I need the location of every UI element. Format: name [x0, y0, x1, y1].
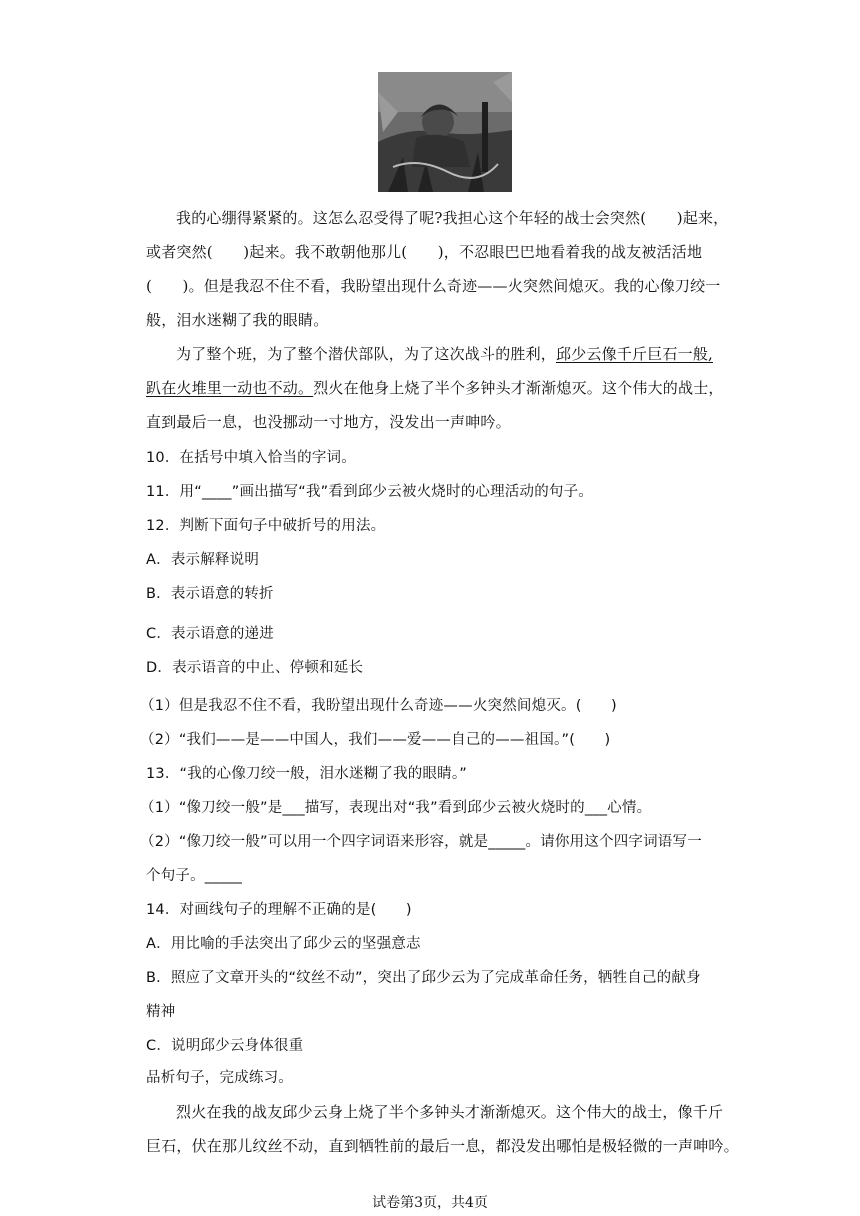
q12-option-c: C．表示语意的递进	[146, 626, 274, 642]
q13-sub-2-cont: 个句子。_____	[146, 868, 243, 884]
passage3-line-1: 烈火在我的战友邱少云身上烧了半个多钟头才渐渐熄灭。这个伟大的战士，像千斤	[176, 1103, 724, 1121]
question-14: 14．对画线句子的理解不正确的是( )	[146, 902, 412, 918]
passage2-line-1	[176, 343, 713, 364]
passage1-line-1: 我的心绷得紧紧的。这怎么忍受得了呢?我担心这个年轻的战士会突然( )起来，	[176, 209, 729, 227]
passage1-line-4: 般，泪水迷糊了我的眼睛。	[146, 311, 329, 329]
soldier-illustration	[378, 72, 512, 192]
passage1-line-3: ( )。但是我忍不住不看，我盼望出现什么奇迹——火突然间熄灭。我的心像刀绞一	[146, 277, 721, 295]
q12-option-d: D．表示语音的中止、停顿和延长	[146, 660, 364, 676]
underlined-sentence-part-2: 趴在火堆里一动也不动。	[146, 379, 314, 397]
page-footer: 试卷第3页，共4页	[372, 1195, 488, 1211]
passage2-line-2	[146, 377, 724, 398]
underlined-sentence-part-1: 邱少云像千斤巨石一般,	[556, 345, 713, 363]
q13-sub-2: （2）“像刀绞一般”可以用一个四字词语来形容，就是_____。请你用这个四字词语写一	[140, 834, 702, 850]
q12-sub-1: （1）但是我忍不住不看，我盼望出现什么奇迹——火突然间熄灭。( )	[140, 698, 617, 714]
passage2-text: 为了整个班，为了整个潜伏部队，为了这次战斗的胜利，	[176, 345, 557, 363]
q12-option-a: A．表示解释说明	[146, 552, 260, 568]
question-12: 12．判断下面句子中破折号的用法。	[146, 518, 386, 534]
passage2-line-3: 直到最后一息，也没挪动一寸地方，没发出一声呻吟。	[146, 413, 511, 431]
illustration-photo	[378, 72, 512, 192]
question-10: 10．在括号中填入恰当的字词。	[146, 450, 356, 466]
q14-option-b: B．照应了文章开头的“纹丝不动”，突出了邱少云为了完成革命任务，牺牲自己的献身	[146, 970, 701, 986]
q14-option-b-cont: 精神	[146, 1004, 176, 1020]
q12-sub-2: （2）“我们——是——中国人，我们——爱——自己的——祖国。”( )	[140, 732, 611, 748]
question-13: 13．“我的心像刀绞一般，泪水迷糊了我的眼睛。”	[146, 766, 468, 782]
passage1-line-2: 或者突然( )起来。我不敢朝他那儿( )，不忍眼巴巴地看着我的战友被活活地	[146, 243, 703, 261]
q14-option-c: C．说明邱少云身体很重	[146, 1038, 304, 1054]
q13-sub-1: （1）“像刀绞一般”是___描写，表现出对“我”看到邱少云被火烧时的___心情。	[140, 800, 652, 816]
section-heading: 品析句子，完成练习。	[146, 1070, 293, 1086]
passage2-text: 烈火在他身上烧了半个多钟头才渐渐熄灭。这个伟大的战士，	[313, 379, 724, 397]
q14-option-a: A．用比喻的手法突出了邱少云的坚强意志	[146, 936, 421, 952]
q12-option-b: B．表示语意的转折	[146, 586, 274, 602]
question-11: 11．用“____”画出描写“我”看到邱少云被火烧时的心理活动的句子。	[146, 484, 593, 500]
passage3-line-2: 巨石，伏在那儿纹丝不动，直到牺牲前的最后一息，都没发出哪怕是极轻微的一声呻吟。	[146, 1137, 739, 1155]
